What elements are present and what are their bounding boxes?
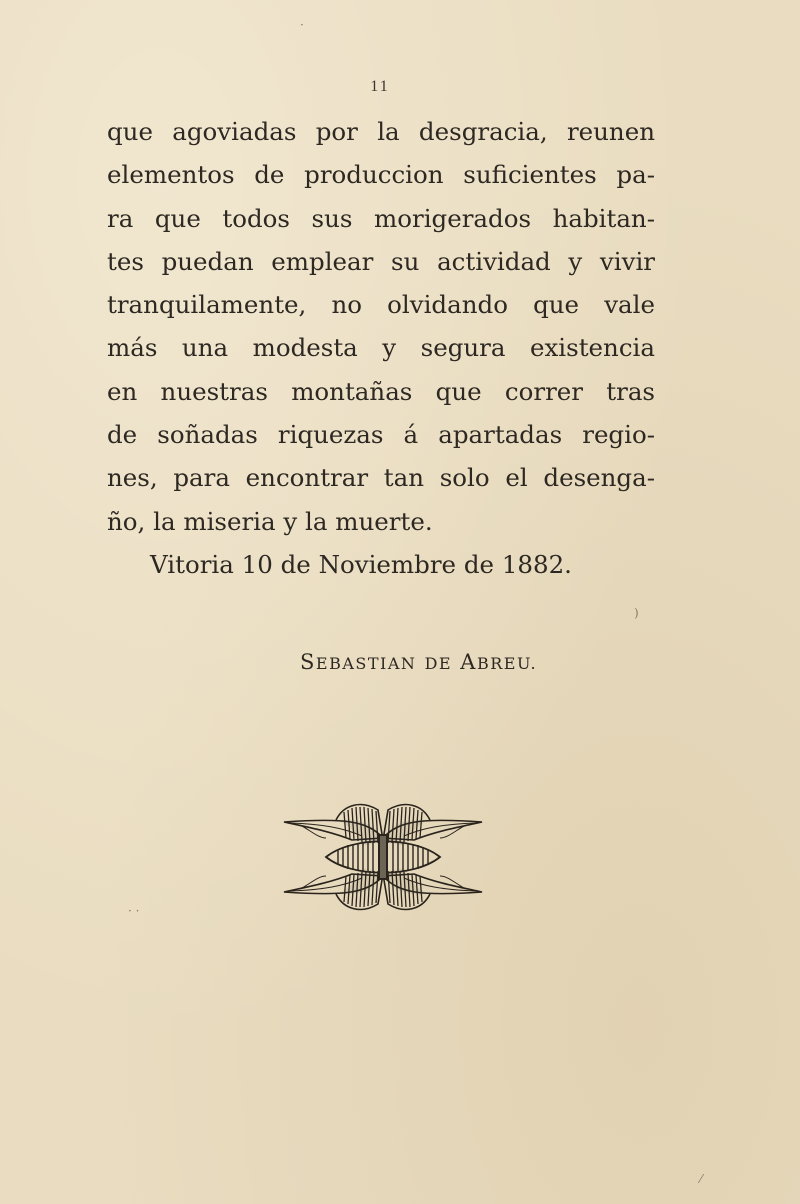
text-line: ra que todos sus morigerados habitan- <box>107 203 655 233</box>
text-line: que agoviadas por la desgracia, reunen <box>107 117 655 146</box>
text-line: tranquilamente, no olvidando que vale <box>107 290 655 320</box>
paper-speck: · · <box>128 904 140 918</box>
text-line: ño, la miseria y la muerte. <box>107 506 433 536</box>
text-line: tes puedan emplear su actividad y vivir <box>107 246 655 276</box>
text-line: en nuestras montañas que correr tras <box>107 376 655 406</box>
printers-ornament-icon <box>282 798 484 916</box>
text-line: de soñadas riquezas á apartadas regio- <box>107 420 655 450</box>
paper-speck: ⁄ <box>700 1172 703 1186</box>
signature-initial: A <box>460 650 477 674</box>
signature-particle: DE <box>424 654 453 673</box>
body-paragraph <box>107 110 655 586</box>
paper-speck: ) <box>634 606 639 620</box>
signature-first-name: EBASTIAN <box>315 654 417 673</box>
text-line: nes, para encontrar tan solo el desenga- <box>107 463 655 493</box>
signature-last-name: BREU. <box>476 654 538 673</box>
page-number: 11 <box>370 78 390 95</box>
text-line: más una modesta y segura existencia <box>107 333 655 363</box>
dateline: Vitoria 10 de Noviembre de 1882. <box>150 549 572 579</box>
paper-speck: · <box>300 18 304 32</box>
author-signature <box>300 650 537 674</box>
text-line: elementos de produccion suficientes pa- <box>107 160 655 190</box>
signature-initial: S <box>300 650 316 674</box>
